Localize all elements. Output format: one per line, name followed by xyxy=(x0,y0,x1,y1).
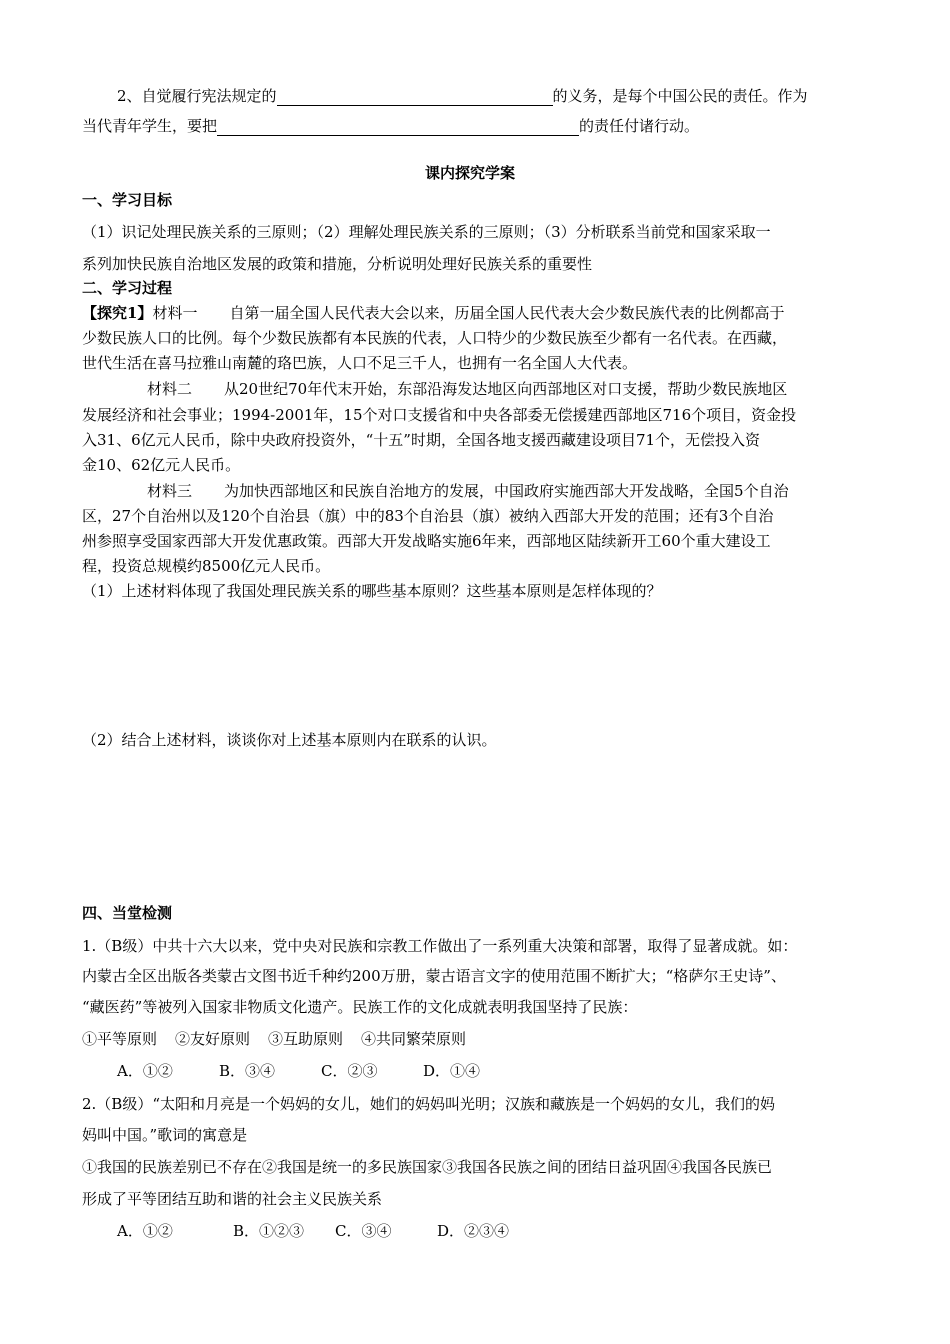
check-q1-item: ②友好原则 xyxy=(175,1030,251,1048)
material-3-line-4: 程，投资总规模约8500亿元人民币。 xyxy=(82,557,331,575)
material-2-text-1: 从20世纪70年代末开始，东部沿海发达地区向西部地区对口支援，帮助少数民族地区 xyxy=(224,380,788,398)
material-1-line-3: 世代生活在喜马拉雅山南麓的珞巴族，人口不足三千人，也拥有一名全国人大代表。 xyxy=(82,354,638,372)
material-2-name: 材料二 xyxy=(147,380,193,398)
fill-line-1-suffix: 的义务，是每个中国公民的责任。作为 xyxy=(552,87,808,105)
goals-line-2: 系列加快民族自治地区发展的政策和措施，分析说明处理好民族关系的重要性 xyxy=(82,255,593,273)
check-q2-line-3: ①我国的民族差别已不存在②我国是统一的多民族国家③我国各民族之间的团结日益巩固④我国各民族已 xyxy=(82,1158,773,1176)
option-c[interactable]: C．③④ xyxy=(335,1222,392,1240)
answer-blank-1[interactable] xyxy=(277,89,553,106)
fill-line-2-suffix: 的责任付诸行动。 xyxy=(579,117,700,135)
material-2-line-4: 金10、62亿元人民币。 xyxy=(82,456,241,474)
material-2-line-3: 入31、6亿元人民币，除中央政府投资外，“十五”时期，全国各地支援西藏建设项目71个，无偿投入资 xyxy=(82,431,761,449)
check-q2-line-4: 形成了平等团结互助和谐的社会主义民族关系 xyxy=(82,1190,383,1208)
material-3-name: 材料三 xyxy=(147,482,193,500)
section-heading-check: 四、当堂检测 xyxy=(82,904,173,922)
fill-line-1-prefix: 2、自觉履行宪法规定的 xyxy=(117,87,277,105)
check-q1-item: ④共同繁荣原则 xyxy=(361,1030,467,1048)
material-1-line-1 xyxy=(82,303,784,323)
material-3-line-3: 州参照享受国家西部大开发优惠政策。西部大开发战略实施6年来，西部地区陆续新开工60个重大建设工 xyxy=(82,532,771,550)
question-1: （1）上述材料体现了我国处理民族关系的哪些基本原则？这些基本原则是怎样体现的？ xyxy=(82,582,662,600)
material-1-text-1: 自第一届全国人民代表大会以来，历届全国人民代表大会少数民族代表的比例都高于 xyxy=(229,304,785,322)
material-2-line-2: 发展经济和社会事业；1994-2001年，15个对口支援省和中央各部委无偿援建西部地区716个项目，资金投 xyxy=(82,406,797,424)
check-q1-line-3: “藏医药”等被列入国家非物质文化遗产。民族工作的文化成就表明我国坚持了民族： xyxy=(82,998,638,1016)
check-q2-line-1: 2.（B级）“太阳和月亮是一个妈妈的女儿，她们的妈妈叫光明；汉族和藏族是一个妈妈的女儿，我们的妈 xyxy=(82,1095,776,1113)
option-d[interactable]: D．①④ xyxy=(423,1062,481,1080)
fill-line-2-prefix: 当代青年学生，要把 xyxy=(82,117,218,135)
material-2-line-1 xyxy=(147,379,787,399)
option-b[interactable]: B．③④ xyxy=(219,1062,276,1080)
check-q1-options xyxy=(117,1061,480,1081)
check-q1-item: ①平等原则 xyxy=(82,1030,158,1048)
option-c[interactable]: C．②③ xyxy=(321,1062,378,1080)
goals-line-1: （1）识记处理民族关系的三原则；（2）理解处理民族关系的三原则；（3）分析联系当前党和国家采取一 xyxy=(82,223,771,241)
section-heading-process: 二、学习过程 xyxy=(82,279,173,297)
fill-line-2 xyxy=(82,116,699,136)
question-2: （2）结合上述材料，谈谈你对上述基本原则内在联系的认识。 xyxy=(82,731,497,749)
check-q1-line-2: 内蒙古全区出版各类蒙古文图书近千种约200万册，蒙古语言文字的使用范围不断扩大；“格萨尔王史诗”、 xyxy=(82,967,786,985)
fill-line-1 xyxy=(117,86,808,106)
explore-label: 【探究1】 xyxy=(82,304,153,322)
check-q1-items xyxy=(82,1029,466,1049)
answer-blank-2[interactable] xyxy=(217,119,579,136)
option-a[interactable]: A．①② xyxy=(117,1222,173,1240)
material-3-text-1: 为加快西部地区和民族自治地方的发展，中国政府实施西部大开发战略，全国5个自治 xyxy=(224,482,789,500)
page-title: 课内探究学案 xyxy=(425,164,516,182)
section-heading-goals: 一、学习目标 xyxy=(82,191,173,209)
check-q1-line-1: 1.（B级）中共十六大以来，党中央对民族和宗教工作做出了一系列重大决策和部署，取得了显著成就。如： xyxy=(82,937,798,955)
check-q2-options xyxy=(117,1221,509,1241)
material-3-line-1 xyxy=(147,481,789,501)
option-a[interactable]: A．①② xyxy=(117,1062,173,1080)
check-q2-line-2: 妈叫中国。”歌词的寓意是 xyxy=(82,1126,248,1144)
material-1-line-2: 少数民族人口的比例。每个少数民族都有本民族的代表，人口特少的少数民族至少都有一名代表。在西藏， xyxy=(82,329,788,347)
option-b[interactable]: B．①②③ xyxy=(233,1222,305,1240)
material-1-name: 材料一 xyxy=(152,304,198,322)
check-q1-item: ③互助原则 xyxy=(268,1030,344,1048)
option-d[interactable]: D．②③④ xyxy=(437,1222,510,1240)
material-3-line-2: 区，27个自治州以及120个自治县（旗）中的83个自治县（旗）被纳入西部大开发的范围；还有3个自治 xyxy=(82,507,774,525)
